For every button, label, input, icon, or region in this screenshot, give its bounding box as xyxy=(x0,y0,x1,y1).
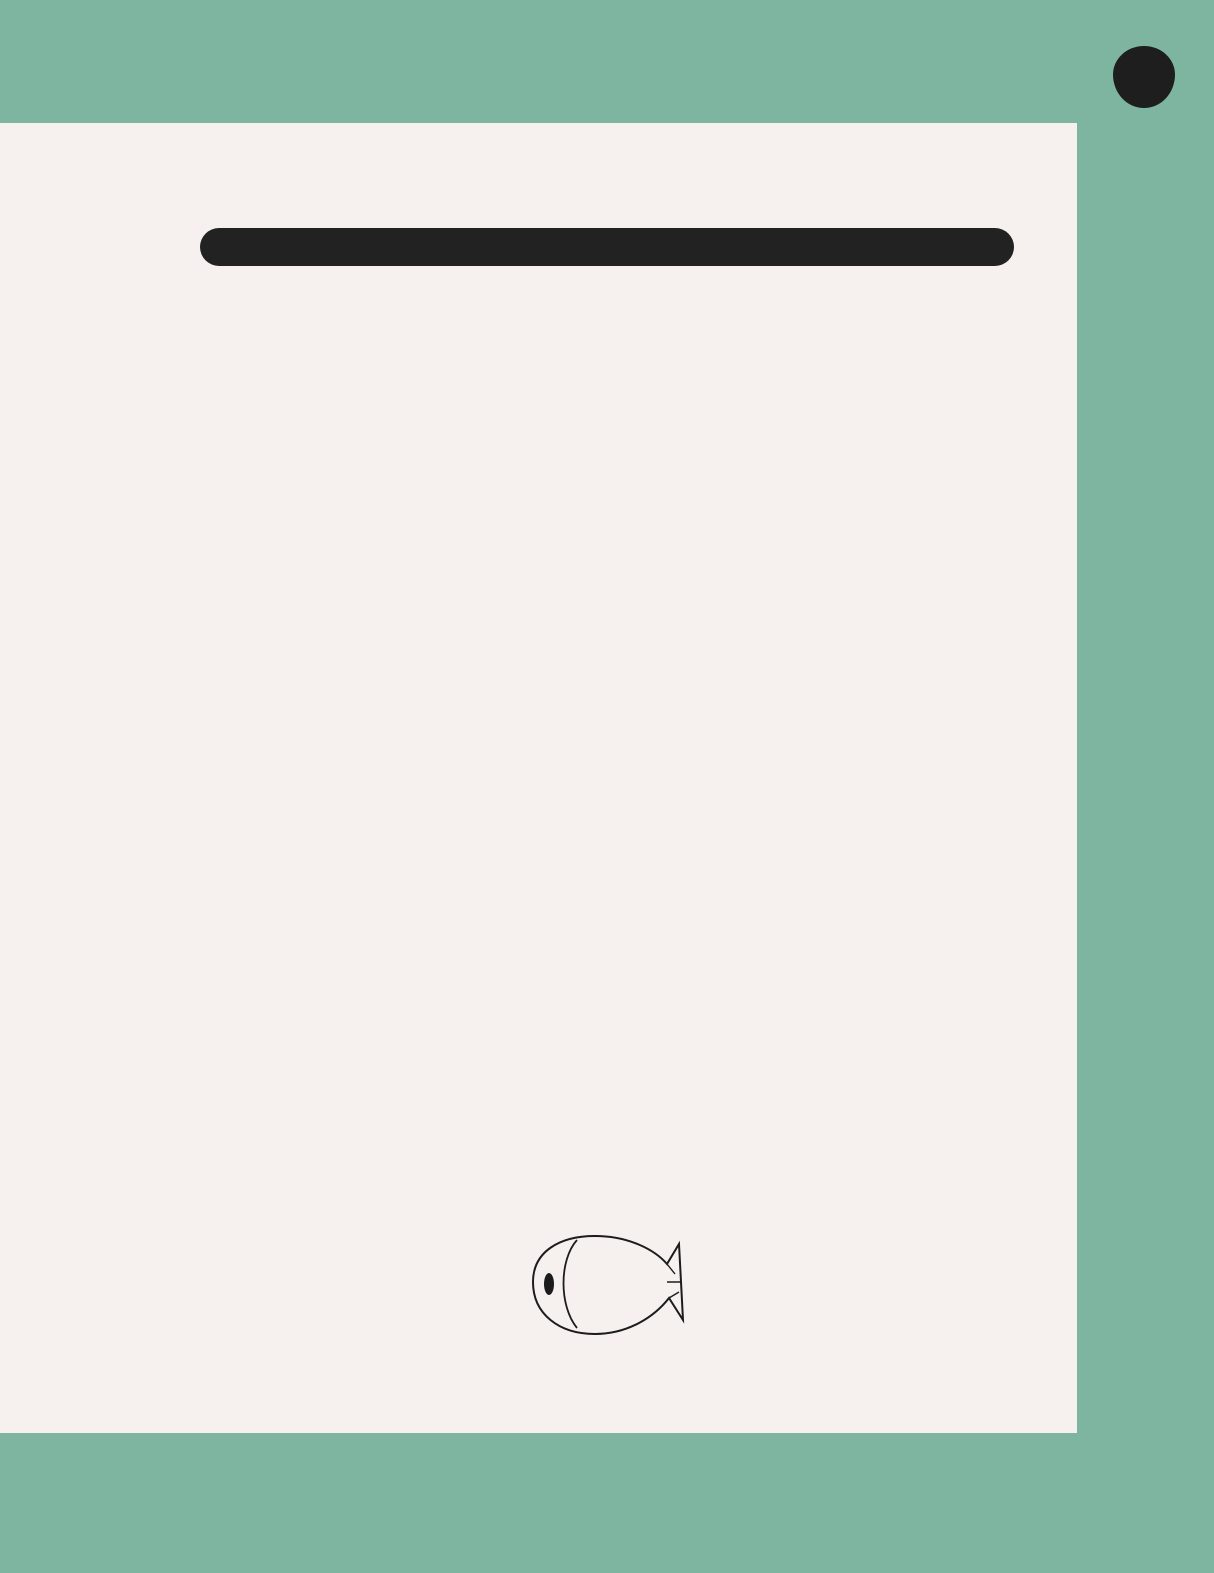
question-block xyxy=(200,1023,1014,1252)
instruction-banner xyxy=(200,228,1014,266)
question-block xyxy=(200,306,1014,535)
question-block xyxy=(200,784,1014,1013)
page-number-badge xyxy=(1113,46,1175,108)
question-block xyxy=(200,545,1014,774)
fish-icon xyxy=(529,1230,689,1338)
questions-list xyxy=(200,296,1014,1252)
